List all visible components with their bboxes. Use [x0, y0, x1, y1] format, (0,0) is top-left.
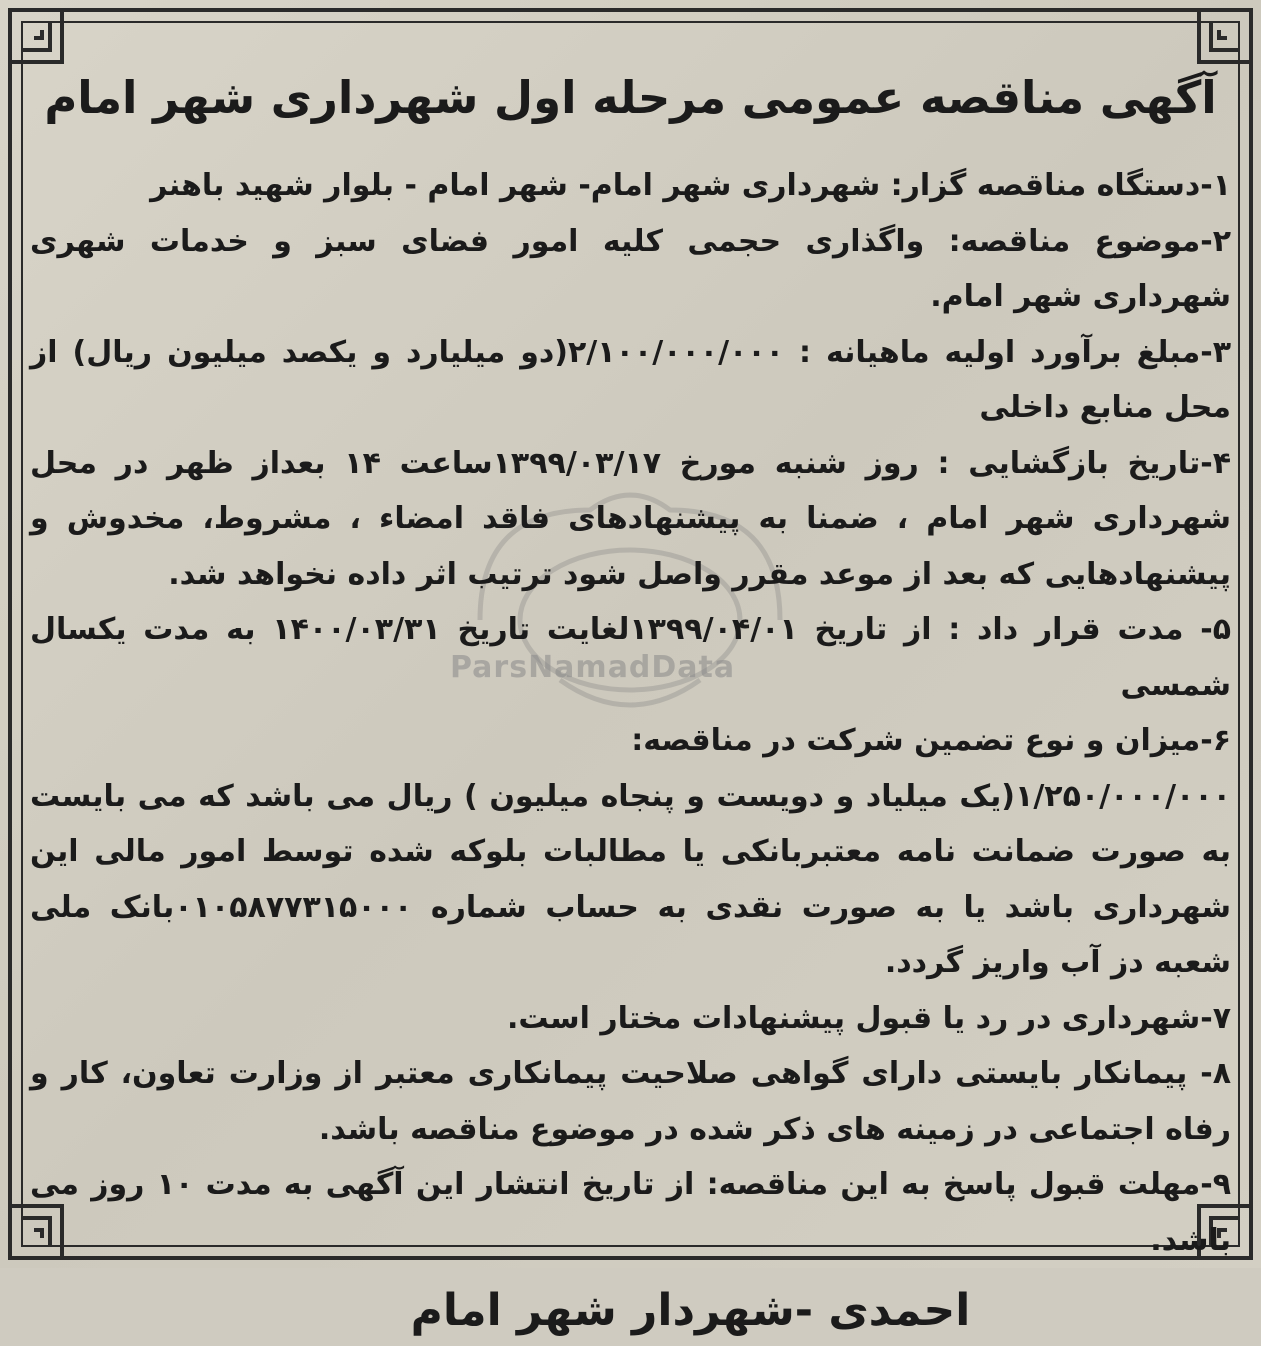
notice-items [30, 158, 1231, 1268]
item-8: ۸- پیمانکار بایستی دارای گواهی صلاحیت پیمانکاری معتبر از وزارت تعاون، کار و رفاه اجتماعی در زمینه های ذکر شده در موضوع مناقصه باشد. [30, 1056, 1231, 1147]
item-6-detail: ۱/۲۵۰/۰۰۰/۰۰۰(یک میلیاد و دویست و پنجاه میلیون ) ریال می باشد که می بایست به صورت ضمانت نامه معتبربانکی یا مطالبات بلوکه شده توسط امور مالی این شهرداری باشد یا به صورت نقدی به حساب شماره ۰۱۰۵۸۷۷۳۱۵۰۰۰بانک ملی شعبه دز آب واریز گردد. [30, 778, 1231, 980]
signature: احمدی -شهردار شهر امام [410, 1285, 971, 1336]
item-5: ۵- مدت قرار داد : از تاریخ ۱۳۹۹/۰۴/۰۱لغایت تاریخ ۱۴۰۰/۰۳/۳۱ به مدت یکسال شمسی [30, 612, 1232, 703]
item-7: ۷-شهرداری در رد یا قبول پیشنهادات مختار است. [507, 1000, 1231, 1036]
item-9: ۹-مهلت قبول پاسخ به این مناقصه: از تاریخ انتشار این آگهی به مدت ۱۰ روز می باشد. [30, 1167, 1231, 1258]
notice-title: آگهی مناقصه عمومی مرحله اول شهرداری شهر امام [44, 71, 1217, 124]
item-2: ۲-موضوع مناقصه: واگذاری حجمی کلیه امور فضای سبز و خدمات شهری شهرداری شهر امام. [30, 223, 1231, 314]
notice-body [30, 58, 1232, 1336]
item-3: ۳-مبلغ برآورد اولیه ماهیانه : ۲/۱۰۰/۰۰۰/۰۰۰(دو میلیارد و یکصد میلیون ریال) از محل منابع داخلی [30, 334, 1232, 425]
item-4: ۴-تاریخ بازگشایی : روز شنبه مورخ ۱۳۹۹/۰۳/۱۷ساعت ۱۴ بعداز ظهر در محل شهرداری شهر امام ، ضمنا به پیشنهادهای فاقد امضاء ، مشروط، مخدوش و پیشنهادهایی که بعد از موعد مقرر واصل شود ترتیب اثر داده نخواهد شد. [30, 445, 1231, 592]
watermark-brand: ParsNamadData [450, 650, 736, 685]
item-6: ۶-میزان و نوع تضمین شرکت در مناقصه: [631, 723, 1231, 758]
item-1: ۱-دستگاه مناقصه گزار: شهرداری شهر امام- شهر امام - بلوار شهید باهنر [150, 168, 1231, 203]
